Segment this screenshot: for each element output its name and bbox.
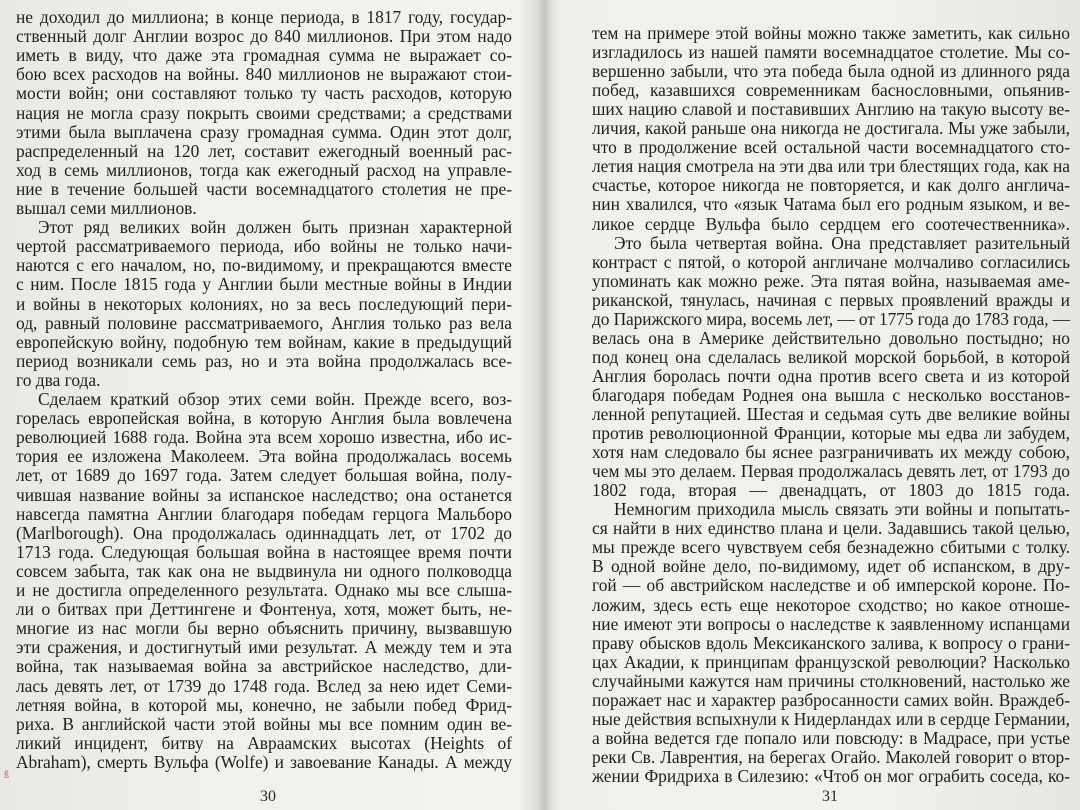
text-line: до Парижского мира, восемь лет, — от 1775 года до 1783 года, — [592, 308, 1070, 329]
text-line: чертой рассматриваемого периода, ибо войны не только начи- [16, 236, 512, 257]
text-line: личия, какой раньше она никогда не достигала. Мы уже забыли, [592, 118, 1070, 139]
text-line: жении Фридриха в Силезию: «Чтоб он мог ограбить соседа, ко- [592, 765, 1070, 786]
text-line: счастье, которое никогда не повторяется, и как долго англича- [592, 175, 1070, 196]
text-line: ленной репутацией. Шестая и седьмая суть две великие войны [592, 404, 1070, 424]
text-line: гой — об австрийском наследстве и об имперской короне. По- [592, 575, 1070, 596]
text-line: чившая название войны за испанское наследство; она останется [16, 484, 512, 505]
text-line: ликое сердце Вульфа было сердцем его соотечественника». [592, 213, 1070, 234]
book-gutter [538, 0, 552, 810]
text-line: лась девять лет, от 1739 до 1748 года. Вслед за нею идет Семи- [16, 675, 512, 696]
right-page [552, 0, 1080, 810]
text-line: период возникали семь раз, но и эта война продолжалась все- [16, 350, 512, 371]
text-line: наются с его началом, но, по-видимому, и прекращаются вместе [16, 255, 512, 276]
page-number: 30 [260, 788, 276, 805]
text-line: эти сражения, и достигнутый ими результат. А между тем и эта [16, 637, 512, 658]
text-line: благодаря победам Роднея она вышла с несколько восстанов- [592, 384, 1070, 405]
text-line: мости войн; они составляют только ту часть расходов, которую [16, 83, 512, 104]
text-line: риканской, тянулась, начиная с первых проявлений вражды и [592, 289, 1070, 310]
text-line: летия нация смотрела на эти два или три блестящих года, как на [592, 156, 1070, 177]
text-line: Англия боролась почти одна против всего света и из которой [592, 365, 1070, 386]
text-line: ние имеют эти вопросы о наследстве к заявленному испанцами [592, 613, 1070, 634]
text-line: бою всех расходов на войны. 840 миллионов не выражают стои- [16, 64, 512, 85]
text-line: ся найти в них единство плана и цели. Задавшись такой целью, [592, 518, 1070, 539]
text-line: хотя нам следовало бы яснее разграничивать их между собою, [592, 442, 1070, 463]
text-line: ших нацию славой и поставивших Англию на такую высоту ве- [592, 99, 1070, 120]
text-line: не доходил до миллиона; в конце периода, в 1817 году, государ- [16, 7, 512, 27]
text-line: Это была четвертая война. Она представляет разительный [614, 232, 1070, 253]
text-line: тория ее изложена Маколеем. Эта война продолжалась восемь [16, 446, 512, 467]
text-line: и не достигла определенного результата. Однако мы все слыша- [16, 580, 512, 600]
text-line: революцией 1688 года. Война эта всем хорошо известна, ибо ис- [16, 427, 512, 448]
text-line: Немногим приходила мысль связать эти войны и попытать- [614, 499, 1070, 520]
text-line: поражает нас и характер разбросанности самих войн. Враждеб- [592, 689, 1070, 710]
text-line: (Marlborough). Она продолжалась одиннадцать лет, от 1702 до [16, 522, 512, 543]
text-line: под конец она сделалась великой морской борьбой, в которой [592, 346, 1070, 367]
text-line: мы прежде всего чувствуем себя безнадежно сбитыми с толку. [592, 537, 1070, 558]
text-line: что в продолжение всей остальной части восемнадцатого сто- [592, 137, 1070, 158]
text-line: Сделаем краткий обзор этих семи войн. Прежде всего, воз- [38, 389, 512, 409]
text-line: нация не могла сразу покрыть своими средствами; а средствами [16, 102, 512, 123]
page-number: 31 [822, 788, 838, 805]
text-line: война, так называемая война за австрийское наследство, дли- [16, 656, 512, 677]
text-line: случайными кажутся нам причины столкновений, настолько же [592, 670, 1070, 691]
text-line: 1802 года, вторая — двенадцать, от 1803 до 1815 года. [592, 480, 1070, 501]
text-line: навсегда памятна Англии благодаря победам герцога Мальборо [16, 503, 512, 524]
text-line: этими была выплачена сразу громадная сумма. Один этот долг, [16, 121, 512, 142]
text-line: европейскую войну, подобную тем войнам, какие в предыдущий [16, 331, 512, 352]
text-line: а война ведется где попало или повсюду: в Мадрасе, при устье [592, 727, 1070, 748]
text-line: ликий инцидент, битву на Авраамских высотах (Heights of [16, 732, 512, 753]
text-line: вышал семи миллионов. [16, 198, 197, 218]
text-line: од, равный половине рассматриваемого, Англия только раз вела [16, 312, 512, 333]
text-line: многие из нас могли бы верно объяснить причину, вызвавшую [16, 618, 512, 639]
text-line: цах Акадии, к принципам французской революции? Насколько [592, 651, 1070, 672]
text-line: ход в семь миллионов, тогда как ежегодный расход на управле- [16, 159, 512, 180]
text-line: ние в течение большей части восемнадцатого столетия не пре- [16, 178, 512, 199]
text-line: нин хвалился, что «язык Чатама был его родным языком, и ве- [592, 194, 1070, 215]
text-line: контраст с пятой, о которой англичане молчаливо согласились [592, 251, 1070, 272]
text-line: лет, от 1689 до 1697 года. Затем следует большая война, полу- [16, 465, 512, 486]
text-line: ные действия вспыхнули к Нидерландах или в сердце Германии, [592, 708, 1070, 729]
text-line: чем мы это делаем. Первая продолжалась девять лет, от 1793 до [592, 461, 1070, 482]
text-line: совсем забыта, так как она не выдвинула ни одного полководца [16, 560, 512, 581]
text-line: горелась европейская война, в которую Англия была вовлечена [16, 408, 512, 429]
text-line: тем на примере этой войны можно также заметить, как сильно [592, 23, 1070, 43]
text-line: ли о битвах при Деттингене и Фонтенуа, хотя, может быть, не- [16, 599, 512, 620]
text-line: Abraham), смерть Вульфа (Wolfe) и завоевание Канады. А между [16, 751, 512, 772]
text-line: В одной войне дело, по-видимому, идет об испанском, в дру- [592, 556, 1070, 577]
text-line: изгладилось из нашей памяти восемнадцатое столетие. Мы со- [592, 42, 1070, 63]
text-line: Этот ряд великих войн должен быть признан характерной [38, 217, 512, 238]
text-line: реки Св. Лаврентия, на берегах Огайо. Маколей говорит о втор- [592, 746, 1070, 767]
text-line: ственный долг Англии возрос до 840 миллионов. При этом надо [16, 26, 512, 47]
text-line: риха. В английской части этой войны мы все помним один ве- [16, 713, 512, 734]
text-line: праву обысков вдоль Мексиканского залива, к вопросу о грани- [592, 632, 1070, 653]
text-line: ложим, здесь есть еще некоторое сходство; но какое отноше- [592, 594, 1070, 615]
page-edge-mark: ß [4, 770, 9, 781]
text-line: против революционной Франции, которые мы едва ли забудем, [592, 423, 1070, 444]
text-line: го два года. [16, 369, 101, 390]
text-line: иметь в виду, что даже эта громадная сумма не выражает со- [16, 45, 512, 66]
text-line: с ним. После 1815 года у Англии были местные войны в Индии [16, 274, 512, 295]
text-line: и войны в некоторых колониях, но за весь последующий пери- [16, 293, 512, 314]
text-line: 1713 года. Следующая большая война в настоящее время почти [16, 541, 512, 562]
text-line: упоминать как можно реже. Эта пятая война, называемая аме- [592, 270, 1070, 291]
text-line: летняя война, в которой мы, конечно, не забыли побед Фрид- [16, 694, 512, 715]
text-line: распределенный на 120 лет, составит ежегодный военный рас- [16, 140, 512, 161]
text-line: велась она в Америке действительно довольно постыдно; но [592, 327, 1070, 348]
left-page [0, 0, 536, 810]
text-line: побед, казавшихся современникам баснословными, опьянив- [592, 80, 1070, 101]
text-line: вершенно забыли, что эта победа была одной из длинного ряда [592, 61, 1070, 82]
